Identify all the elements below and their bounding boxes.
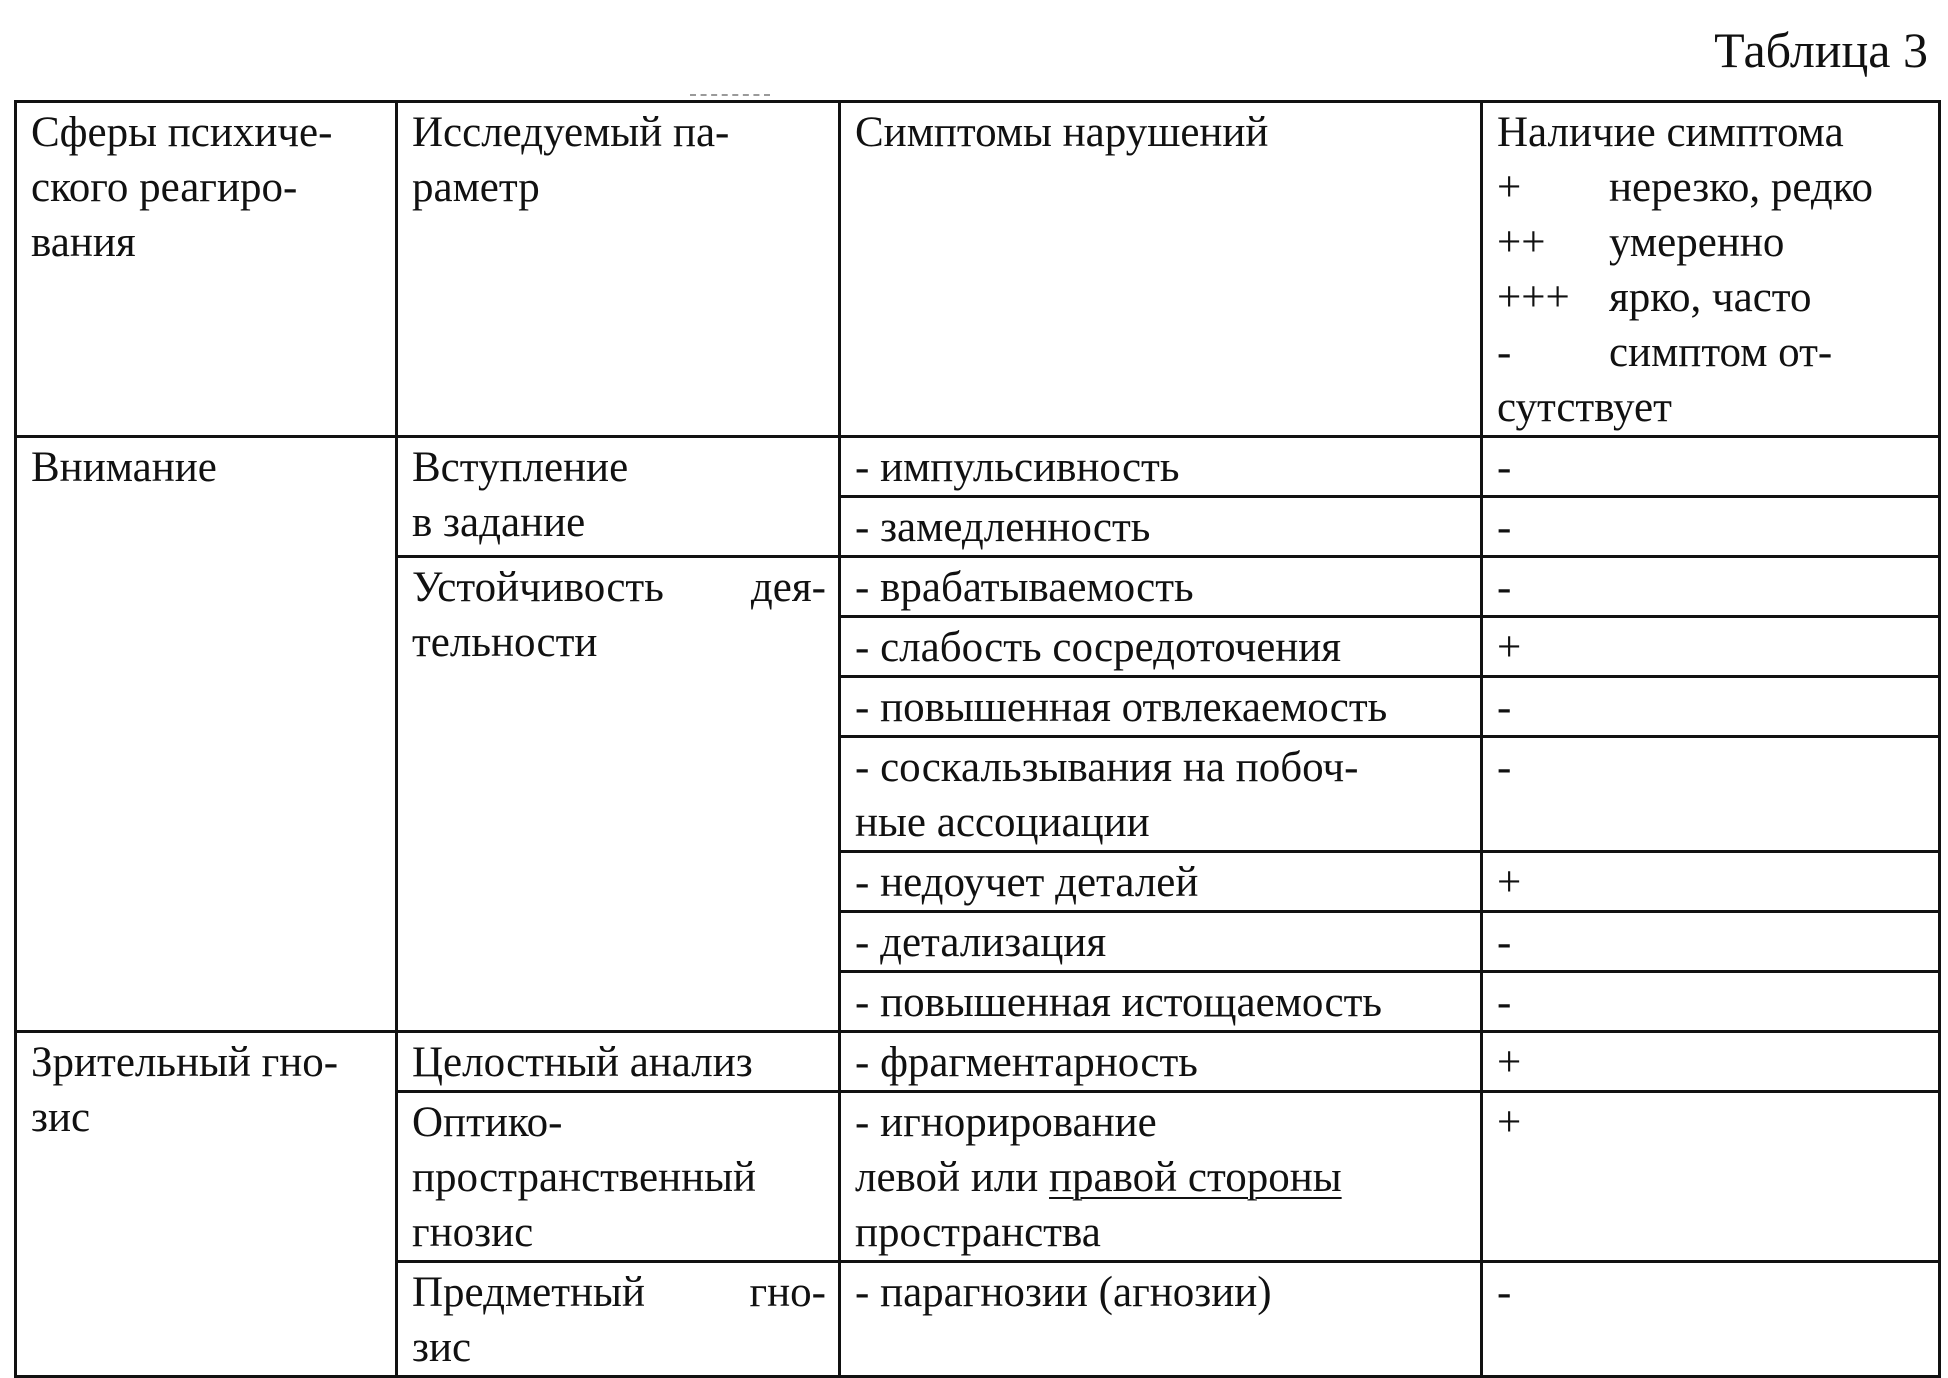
- presence-value: -: [1497, 744, 1512, 791]
- legend-item: [1497, 325, 1926, 380]
- parameter-label: тельности: [412, 619, 598, 666]
- symptom-text: - слабость сосредоточения: [855, 624, 1342, 671]
- parameter-cell: [397, 1262, 840, 1377]
- table-row: [16, 437, 1940, 497]
- symptom-text: - врабатываемость: [855, 564, 1194, 611]
- symptom-text: - парагнозии (агнозии): [855, 1269, 1272, 1316]
- legend-item: [1497, 270, 1926, 325]
- legend-text: симптом от-: [1609, 329, 1833, 376]
- presence-cell: [1482, 912, 1940, 972]
- parameter-cell: [397, 1092, 840, 1262]
- legend-text: нерезко, редко: [1609, 164, 1874, 211]
- table-row: [16, 1032, 1940, 1092]
- symptom-text: - соскальзывания на побоч-: [855, 744, 1359, 791]
- symptom-cell: [840, 557, 1482, 617]
- parameter-cell: [397, 557, 840, 1032]
- presence-cell: [1482, 1032, 1940, 1092]
- legend-mark: +: [1497, 164, 1522, 211]
- symptom-text: - замедленность: [855, 504, 1151, 551]
- header-presence-title: Наличие симптома: [1497, 109, 1844, 156]
- presence-cell: [1482, 557, 1940, 617]
- header-symptoms-text: Симптомы нарушений: [855, 109, 1269, 156]
- presence-value: -: [1497, 919, 1512, 966]
- presence-cell: [1482, 677, 1940, 737]
- presence-value: +: [1497, 624, 1522, 671]
- legend-item: [1497, 215, 1926, 270]
- presence-cell: [1482, 617, 1940, 677]
- symptom-cell: [840, 1032, 1482, 1092]
- presence-cell: [1482, 737, 1940, 852]
- presence-value: +: [1497, 1039, 1522, 1086]
- parameter-label: в задание: [412, 499, 586, 546]
- header-sphere: [16, 102, 397, 437]
- symptom-cell: [840, 912, 1482, 972]
- table-header-row: [16, 102, 1940, 437]
- legend-mark: ++: [1497, 219, 1546, 266]
- symptom-table: [14, 100, 1941, 1378]
- legend-mark: +++: [1497, 274, 1570, 321]
- symptom-cell: [840, 1092, 1482, 1262]
- legend-text-continuation: сутствует: [1497, 384, 1672, 431]
- parameter-label: Вступление: [412, 444, 629, 491]
- presence-cell: [1482, 972, 1940, 1032]
- header-sphere-text: Сферы психиче- ского реагиро- вания: [31, 109, 333, 266]
- sphere-cell: [16, 437, 397, 1032]
- symptom-cell: [840, 677, 1482, 737]
- symptom-text: - повышенная истощаемость: [855, 979, 1382, 1026]
- symptom-text: - недоучет деталей: [855, 859, 1199, 906]
- parameter-label: Оптико-: [412, 1099, 563, 1146]
- symptom-text: - игнорирование: [855, 1099, 1157, 1146]
- symptom-cell: [840, 972, 1482, 1032]
- symptom-text-line: [855, 1150, 1468, 1205]
- presence-value: -: [1497, 1269, 1512, 1316]
- presence-cell: [1482, 1092, 1940, 1262]
- parameter-cell: [397, 437, 840, 557]
- parameter-cell: [397, 1032, 840, 1092]
- sphere-cell: [16, 1032, 397, 1377]
- symptom-cell: [840, 737, 1482, 852]
- presence-value: +: [1497, 859, 1522, 906]
- presence-cell: [1482, 852, 1940, 912]
- parameter-label: Устойчивость дея-: [412, 564, 826, 611]
- parameter-label: зис: [412, 1324, 472, 1371]
- presence-value: -: [1497, 504, 1512, 551]
- header-parameter: [397, 102, 840, 437]
- symptom-cell: [840, 497, 1482, 557]
- sphere-label: Внимание: [31, 444, 217, 491]
- presence-value: -: [1497, 684, 1512, 731]
- symptom-text: - фрагментарность: [855, 1039, 1198, 1086]
- scan-artifact-mark: [690, 94, 770, 96]
- symptom-text-underlined: правой стороны: [1049, 1154, 1342, 1201]
- presence-value: -: [1497, 564, 1512, 611]
- header-symptoms: [840, 102, 1482, 437]
- header-parameter-text: Исследуемый па- раметр: [412, 109, 730, 211]
- symptom-cell: [840, 852, 1482, 912]
- symptom-cell: [840, 437, 1482, 497]
- presence-value: -: [1497, 444, 1512, 491]
- presence-cell: [1482, 497, 1940, 557]
- parameter-label: гнозис: [412, 1209, 534, 1256]
- symptom-text: - повышенная отвлекаемость: [855, 684, 1388, 731]
- legend-mark: -: [1497, 329, 1512, 376]
- symptom-cell: [840, 617, 1482, 677]
- presence-cell: [1482, 437, 1940, 497]
- sphere-label: Зрительный гно-: [31, 1039, 339, 1086]
- symptom-text: пространства: [855, 1209, 1101, 1256]
- legend-text: ярко, часто: [1609, 274, 1812, 321]
- symptom-text: ные ассоциации: [855, 799, 1150, 846]
- legend-text: умеренно: [1609, 219, 1785, 266]
- sphere-label: зис: [31, 1094, 91, 1141]
- presence-value: +: [1497, 1099, 1522, 1146]
- symptom-cell: [840, 1262, 1482, 1377]
- symptom-text: - импульсивность: [855, 444, 1180, 491]
- presence-value: -: [1497, 979, 1512, 1026]
- parameter-label: Предметный гно-: [412, 1269, 826, 1316]
- table-caption: Таблица 3: [1714, 22, 1928, 78]
- header-presence: [1482, 102, 1940, 437]
- parameter-label: Целостный анализ: [412, 1039, 753, 1086]
- symptom-text: левой или: [855, 1154, 1050, 1201]
- presence-cell: [1482, 1262, 1940, 1377]
- legend-item: [1497, 160, 1926, 215]
- symptom-text: - детализация: [855, 919, 1107, 966]
- parameter-label: пространственный: [412, 1154, 757, 1201]
